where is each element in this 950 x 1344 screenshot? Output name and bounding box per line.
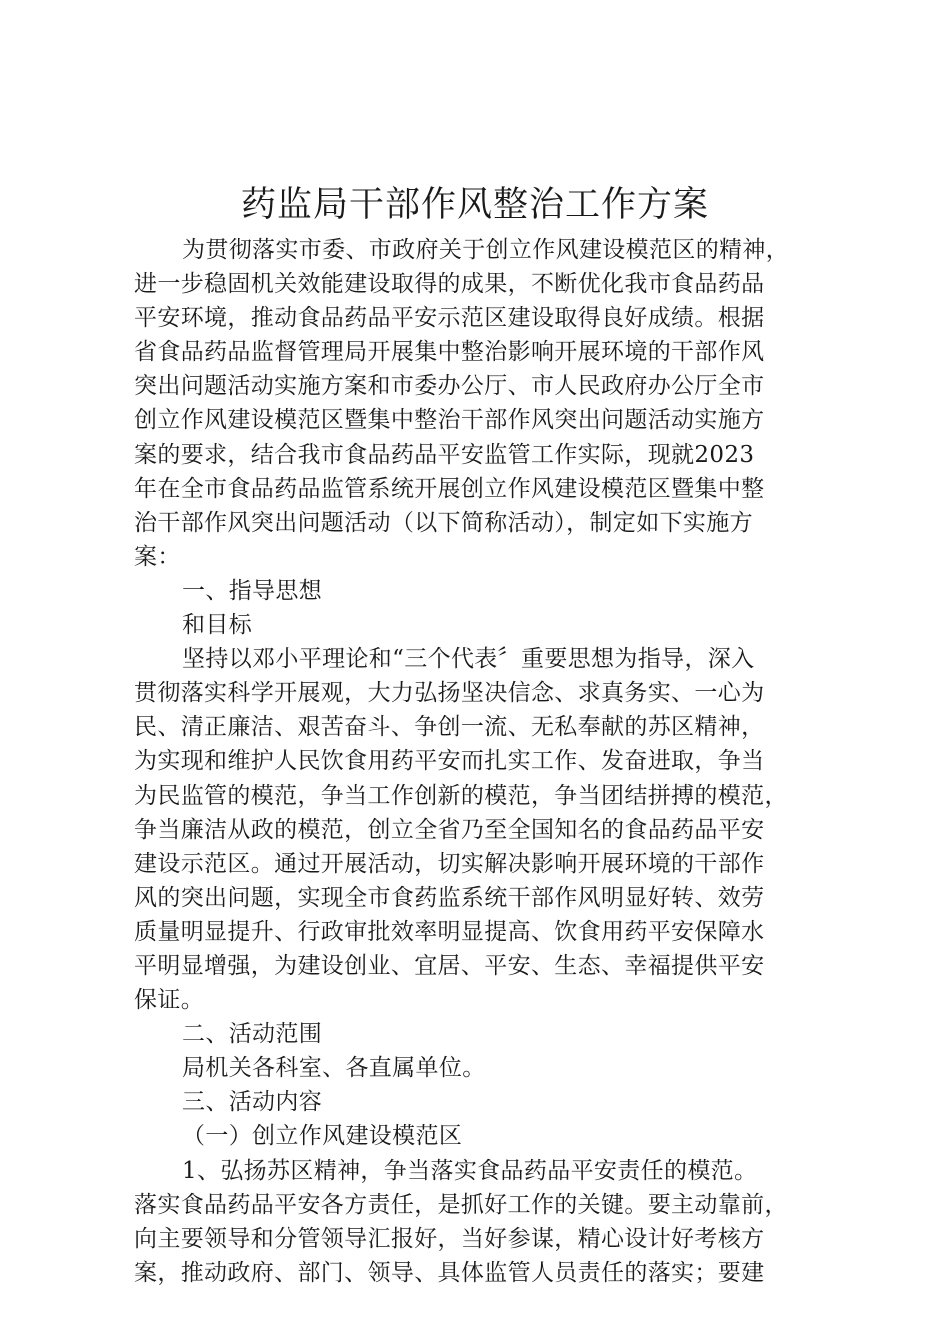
text-line: 二、活动范围 — [182, 1021, 323, 1048]
text-line: 和目标 — [182, 612, 253, 639]
text-line: 风的突出问题，实现全市食药监系统干部作风明显好转、效劳 — [134, 884, 765, 911]
text-line: 为民监管的模范，争当工作创新的模范，争当团结拼搏的模范， — [134, 782, 788, 809]
text-line: 局机关各科室、各直属单位。 — [182, 1055, 486, 1082]
text-line: 年在全市食品药品监管系统开展创立作风建设模范区暨集中整 — [134, 475, 765, 502]
text-line: 向主要领导和分管领导汇报好，当好参谋，精心设计好考核方 — [134, 1225, 765, 1252]
text-line: 质量明显提升、行政审批效率明显提高、饮食用药平安保障水 — [134, 918, 765, 945]
document-body — [134, 233, 834, 1290]
text-line: 为贯彻落实市委、市政府关于创立作风建设模范区的精神， — [182, 237, 790, 263]
text-line: 1、弘扬苏区精神，争当落实食品药品平安责任的模范。 — [182, 1157, 758, 1184]
text-line: 治干部作风突出问题活动（以下简称活动），制定如下实施方 — [134, 509, 753, 536]
text-line: 突出问题活动实施方案和市委办公厅、市人民政府办公厅全市 — [134, 373, 765, 400]
text-line: 案，推动政府、部门、领导、具体监管人员责任的落实；要建 — [134, 1259, 765, 1286]
text-line: 创立作风建设模范区暨集中整治干部作风突出问题活动实施方 — [134, 407, 765, 434]
text-line: 贯彻落实科学开展观，大力弘扬坚决信念、求真务实、一心为 — [134, 680, 765, 707]
text-line: 坚持以邓小平理论和“三个代表〞重要思想为指导，深入 — [182, 646, 755, 673]
text-line: 平安环境，推动食品药品平安示范区建设取得良好成绩。根据 — [134, 305, 765, 332]
text-line: 争当廉洁从政的模范，创立全省乃至全国知名的食品药品平安 — [134, 816, 765, 843]
text-line: 保证。 — [134, 987, 205, 1014]
text-line: 三、活动内容 — [182, 1089, 323, 1116]
text-line: 案的要求，结合我市食品药品平安监管工作实际，现就2023 — [134, 441, 755, 468]
text-line: 进一步稳固机关效能建设取得的成果，不断优化我市食品药品 — [134, 271, 765, 298]
document-title: 药监局干部作风整治工作方案 — [240, 185, 709, 225]
text-line: 落实食品药品平安各方责任，是抓好工作的关键。要主动靠前， — [134, 1191, 788, 1218]
text-line: 民、清正廉洁、艰苦奋斗、争创一流、无私奉献的苏区精神， — [134, 714, 765, 741]
text-line: 一、指导思想 — [182, 577, 323, 604]
text-line: 建设示范区。通过开展活动，切实解决影响开展环境的干部作 — [134, 850, 765, 877]
text-line: 平明显增强，为建设创业、宜居、平安、生态、幸福提供平安 — [134, 952, 765, 979]
text-line: 省食品药品监督管理局开展集中整治影响开展环境的干部作风 — [134, 339, 765, 366]
text-line: （一）创立作风建设模范区 — [182, 1123, 463, 1150]
text-line: 为实现和维护人民饮食用药平安而扎实工作、发奋进取，争当 — [134, 748, 765, 775]
text-line: 案： — [134, 543, 181, 570]
